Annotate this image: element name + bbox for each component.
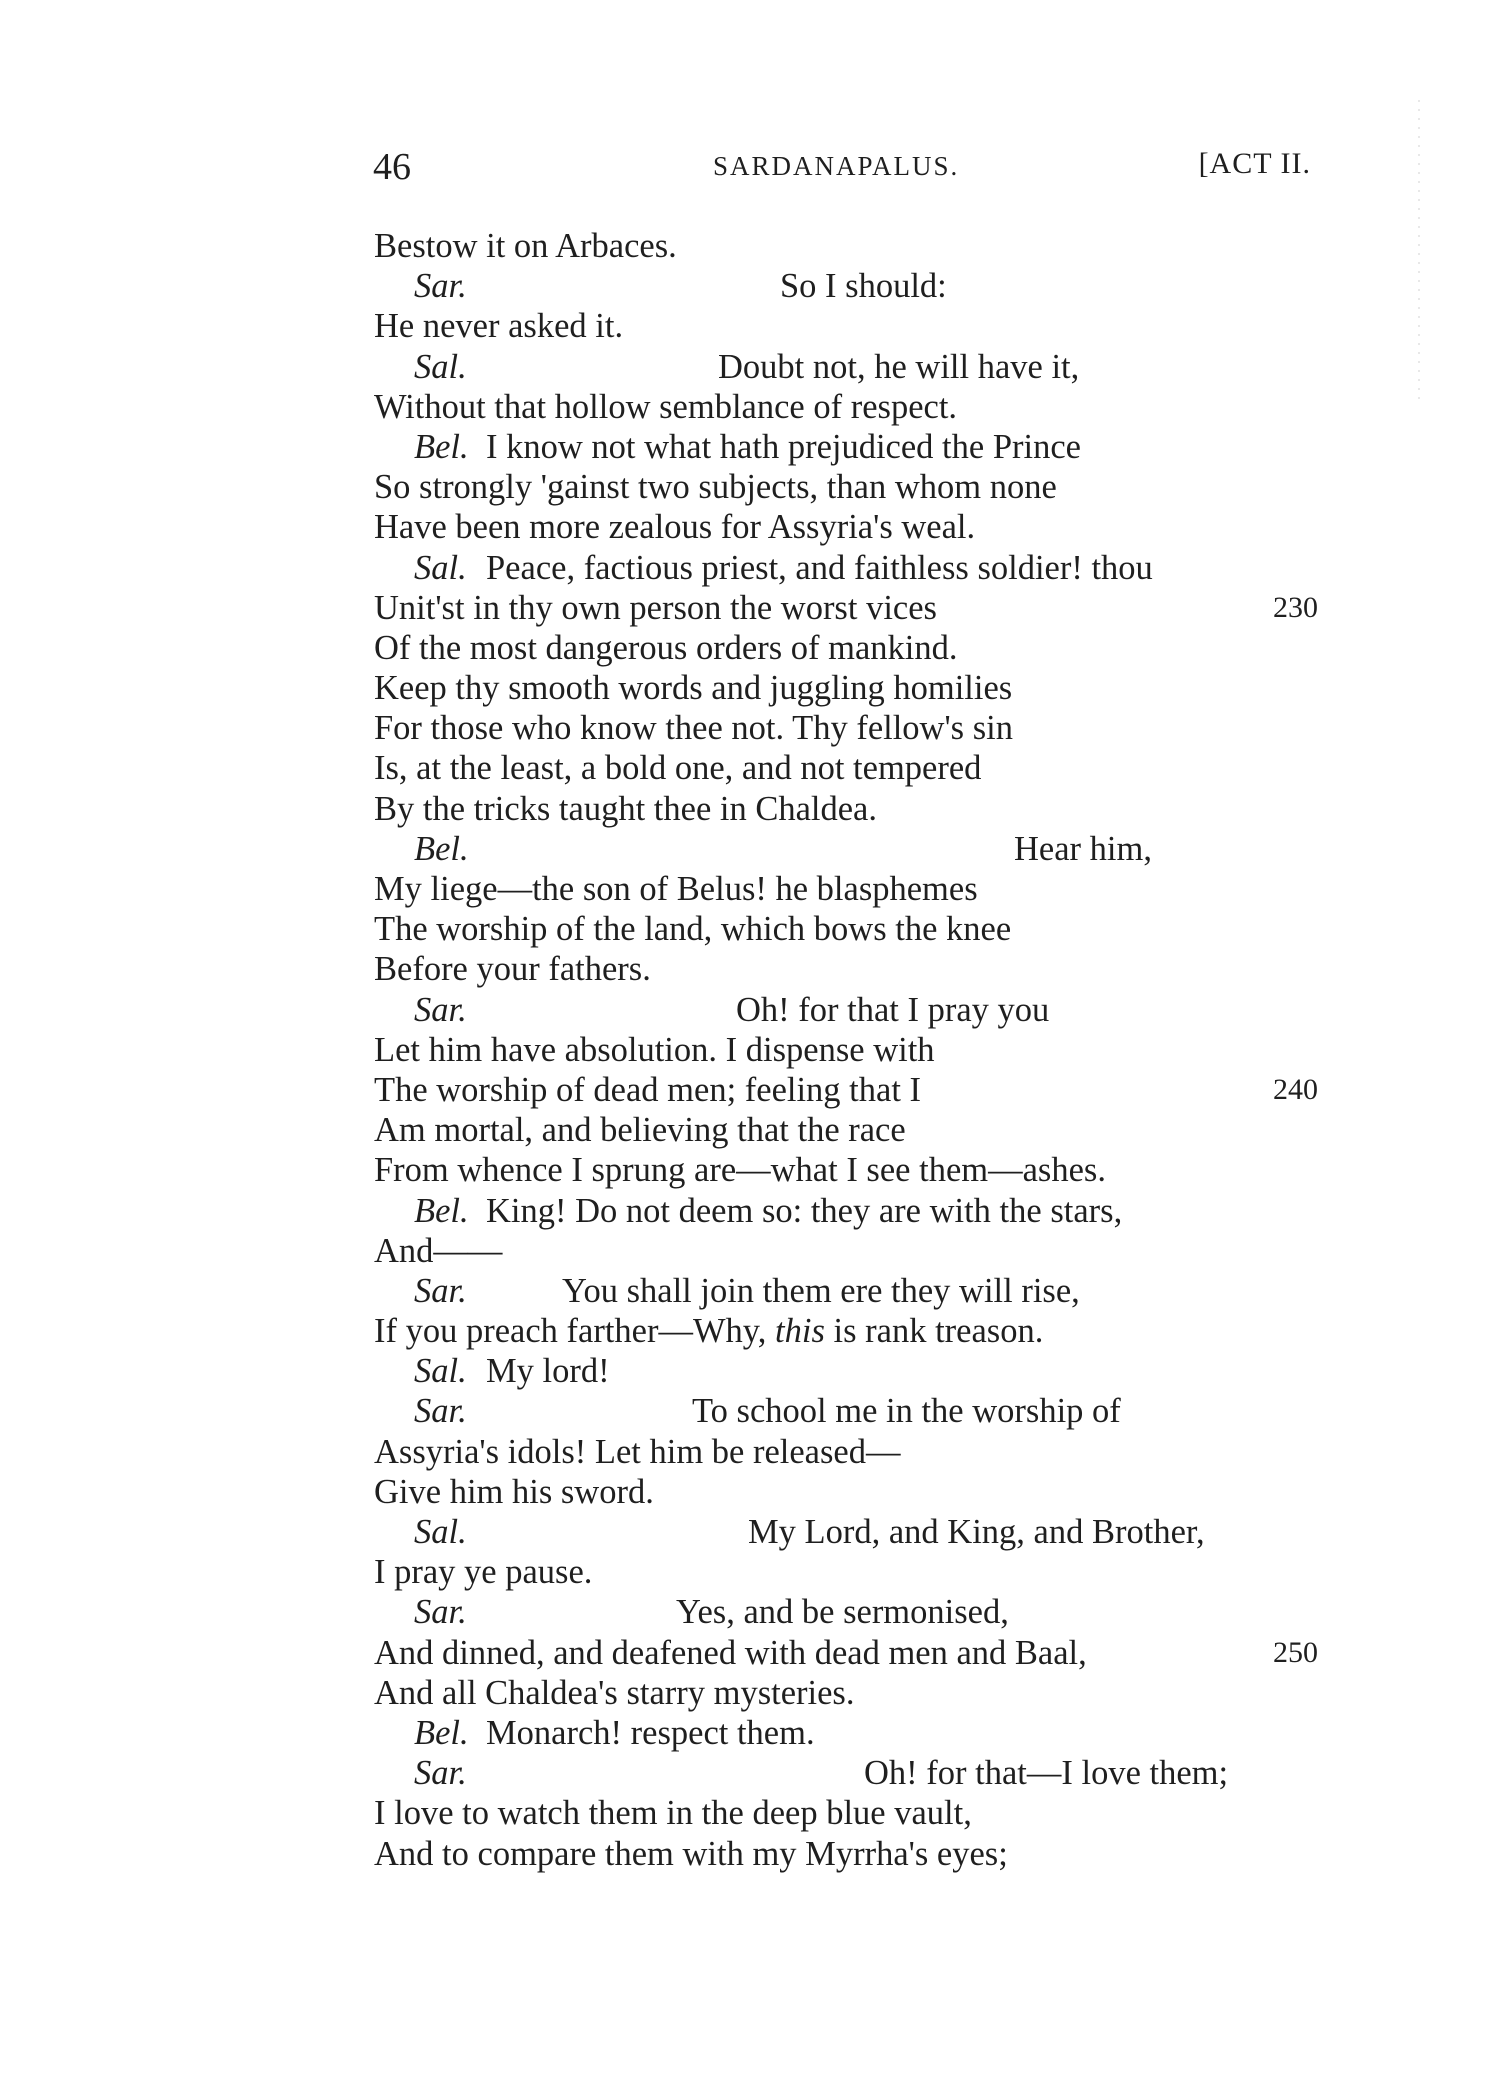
line-text: You shall join them ere they will rise, — [562, 1271, 1080, 1310]
line-text: King! Do not deem so: they are with the stars, — [486, 1191, 1123, 1230]
line-text: And to compare them with my Myrrha's eyes; — [374, 1834, 1008, 1873]
speaker-name: Sar. — [414, 267, 467, 306]
verse-line — [374, 1191, 1318, 1231]
line-text: My liege—the son of Belus! he blasphemes — [374, 870, 978, 908]
verse-line — [374, 266, 1318, 306]
emphasis-text: this — [775, 1312, 825, 1351]
verse-line — [374, 548, 1318, 588]
speaker-name: Sal. — [414, 548, 467, 587]
verse-line — [374, 1673, 1318, 1713]
speaker-name: Sal. — [414, 1352, 467, 1391]
line-text: From whence I sprung are—what I see them—ashes. — [374, 1151, 1106, 1190]
line-text: Monarch! respect them. — [486, 1713, 815, 1752]
speaker-name: Bel. — [414, 427, 469, 466]
verse-line — [374, 1834, 1318, 1874]
line-text: Have been more zealous for Assyria's weal. — [374, 508, 976, 547]
line-text: Am mortal, and believing that the race — [374, 1111, 906, 1150]
verse-line — [374, 1753, 1318, 1793]
line-text: Hear him, — [1014, 829, 1152, 868]
running-title: SARDANAPALUS. — [713, 151, 960, 181]
line-text: My Lord, and King, and Brother, — [748, 1513, 1205, 1551]
line-text: And dinned, and deafened with dead men and Baal, — [374, 1633, 1087, 1672]
verse-line — [374, 387, 1318, 427]
line-text: I love to watch them in the deep blue vault, — [374, 1794, 972, 1833]
line-text: Unit'st in thy own person the worst vices — [374, 588, 937, 627]
line-text: Give him his sword. — [374, 1472, 654, 1511]
verse-line — [374, 1472, 1318, 1512]
line-text: Bestow it on Arbaces. — [374, 227, 677, 265]
verse-line — [374, 226, 1318, 266]
verse-line — [374, 990, 1318, 1030]
verse-line — [374, 1512, 1318, 1552]
verse-line — [374, 1070, 1318, 1110]
line-number: 240 — [1273, 1072, 1318, 1106]
verse-line — [374, 1311, 1318, 1351]
verse-line — [374, 628, 1318, 668]
speaker-name: Sar. — [414, 990, 467, 1029]
line-text: Assyria's idols! Let him be released— — [374, 1432, 901, 1471]
line-text: So I should: — [780, 267, 947, 306]
verse-line — [374, 1592, 1318, 1632]
verse-line — [374, 507, 1318, 547]
line-text: Of the most dangerous orders of mankind. — [374, 628, 958, 667]
verse-line — [374, 668, 1318, 708]
speaker-name: Sar. — [414, 1593, 467, 1632]
verse-line — [374, 427, 1318, 467]
line-text: Let him have absolution. I dispense with — [374, 1030, 935, 1069]
line-text: I pray ye pause. — [374, 1553, 593, 1592]
line-number: 230 — [1273, 590, 1318, 624]
verse-line — [374, 467, 1318, 507]
speaker-name: Sar. — [414, 1392, 467, 1431]
page-number: 46 — [373, 146, 411, 188]
verse-line — [374, 1713, 1318, 1753]
line-text: He never asked it. — [374, 307, 624, 346]
line-text: Yes, and be sermonised, — [676, 1593, 1009, 1632]
line-text: To school me in the worship of — [692, 1392, 1121, 1431]
verse-line — [374, 306, 1318, 346]
line-text: Keep thy smooth words and juggling homilies — [374, 669, 1013, 708]
verse-line — [374, 588, 1318, 628]
line-text: The worship of dead men; feeling that I — [374, 1070, 922, 1109]
verse-line — [374, 829, 1318, 869]
act-marker: [ACT II. — [1198, 147, 1311, 180]
line-text: Oh! for that I pray you — [736, 990, 1050, 1029]
verse-line — [374, 708, 1318, 748]
line-text: For those who know thee not. Thy fellow's sin — [374, 709, 1013, 748]
running-header — [373, 145, 1311, 195]
speaker-name: Sal. — [414, 347, 467, 386]
verse-line — [374, 1030, 1318, 1070]
verse-line — [374, 869, 1318, 909]
verse-line — [374, 1793, 1318, 1833]
verse-text — [374, 226, 1318, 1874]
line-text: And—— — [374, 1231, 503, 1270]
verse-line — [374, 347, 1318, 387]
line-text: And all Chaldea's starry mysteries. — [374, 1673, 855, 1712]
verse-line — [374, 1432, 1318, 1472]
line-text: My lord! — [486, 1352, 610, 1391]
speaker-name: Bel. — [414, 1713, 469, 1752]
verse-line — [374, 1110, 1318, 1150]
verse-line — [374, 1351, 1318, 1391]
speaker-name: Sal. — [414, 1513, 467, 1551]
verse-line — [374, 949, 1318, 989]
speaker-name: Bel. — [414, 829, 469, 868]
speaker-name: Sar. — [414, 1271, 467, 1310]
line-text: Peace, factious priest, and faithless soldier! thou — [486, 548, 1153, 587]
verse-line — [374, 1231, 1318, 1271]
line-text: Is, at the least, a bold one, and not tempered — [374, 749, 982, 788]
line-number: 250 — [1273, 1635, 1318, 1669]
margin-speckle — [1418, 100, 1420, 400]
speaker-name: Bel. — [414, 1191, 469, 1230]
verse-line — [374, 909, 1318, 949]
verse-line — [374, 1271, 1318, 1311]
line-text: Oh! for that—I love them; — [864, 1754, 1229, 1793]
verse-line — [374, 1391, 1318, 1431]
verse-line — [374, 1552, 1318, 1592]
line-text: The worship of the land, which bows the knee — [374, 910, 1012, 949]
line-text: Before your fathers. — [374, 950, 651, 989]
line-text: If you preach farther—Why, this is rank treason. — [374, 1312, 1044, 1351]
verse-line — [374, 1633, 1318, 1673]
line-text: I know not what hath prejudiced the Prince — [486, 427, 1081, 466]
line-text: So strongly 'gainst two subjects, than whom none — [374, 468, 1057, 507]
line-text: Without that hollow semblance of respect. — [374, 387, 958, 426]
speaker-name: Sar. — [414, 1754, 467, 1793]
verse-line — [374, 748, 1318, 788]
verse-line — [374, 1150, 1318, 1190]
line-text: Doubt not, he will have it, — [718, 347, 1080, 386]
line-text: By the tricks taught thee in Chaldea. — [374, 789, 877, 828]
verse-line — [374, 789, 1318, 829]
